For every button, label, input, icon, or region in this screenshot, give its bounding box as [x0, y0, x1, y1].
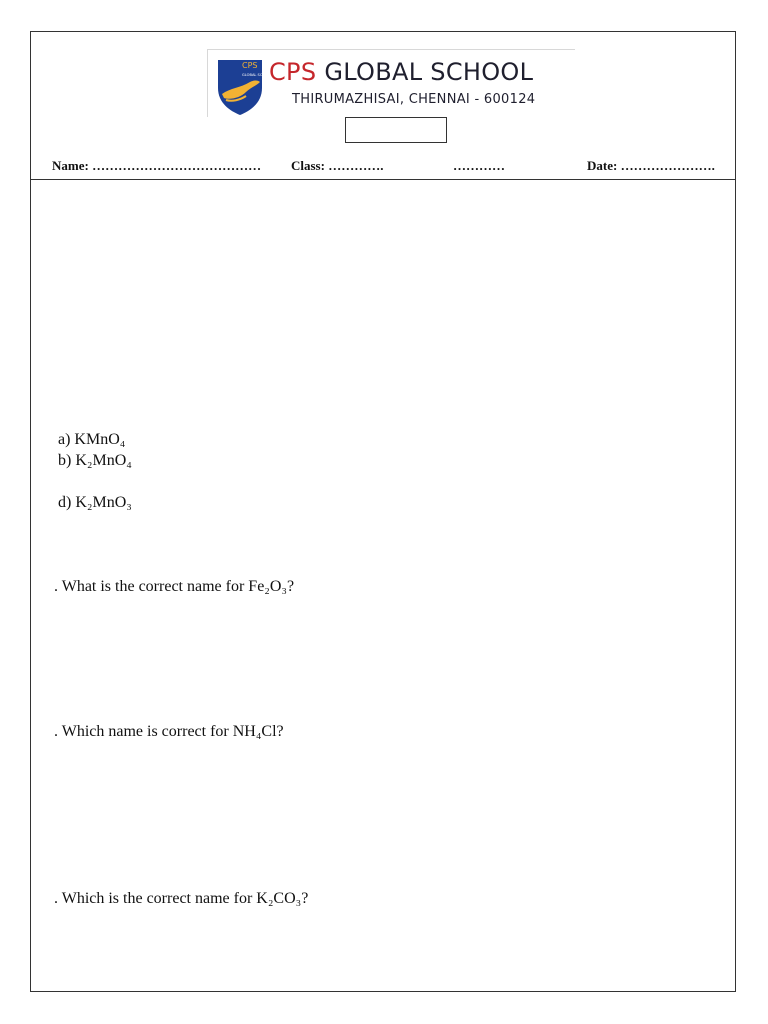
question-nh4cl: . Which name is correct for NH₄Cl?: [54, 723, 284, 740]
school-name-rest: GLOBAL SCHOOL: [324, 58, 534, 86]
option-a: a) KMnO₄: [58, 431, 126, 448]
name-label: Name:: [52, 158, 89, 173]
class-label: Class:: [291, 158, 325, 173]
school-shield-icon: [216, 58, 273, 116]
date-field: [587, 158, 715, 174]
header-divider: [30, 179, 736, 180]
class-dots: ………….: [328, 158, 384, 173]
name-dots: …………………………………: [92, 158, 262, 173]
option-b: b) K₂MnO₄: [58, 452, 132, 469]
extra-field: [453, 158, 505, 174]
extra-dots: …………: [453, 158, 505, 173]
school-name-accent: CPS: [269, 58, 317, 86]
question-fe2o3: . What is the correct name for Fe₂O₃?: [54, 578, 295, 595]
logo-subtext: GLOBAL SCHOOL: [242, 73, 273, 77]
question-k2co3: . Which is the correct name for K₂CO₃?: [54, 890, 309, 907]
option-d: d) K₂MnO₃: [58, 494, 132, 511]
class-field: [291, 158, 383, 174]
logo-text: CPS: [242, 61, 258, 70]
blank-box: [345, 117, 447, 143]
date-label: Date:: [587, 158, 618, 173]
school-address: THIRUMAZHISAI, CHENNAI - 600124: [292, 92, 536, 107]
name-field: [52, 158, 261, 174]
school-logo-banner: [207, 49, 575, 117]
page-frame: [30, 31, 736, 992]
school-name: [269, 58, 533, 86]
date-dots: ………………….: [620, 158, 715, 173]
